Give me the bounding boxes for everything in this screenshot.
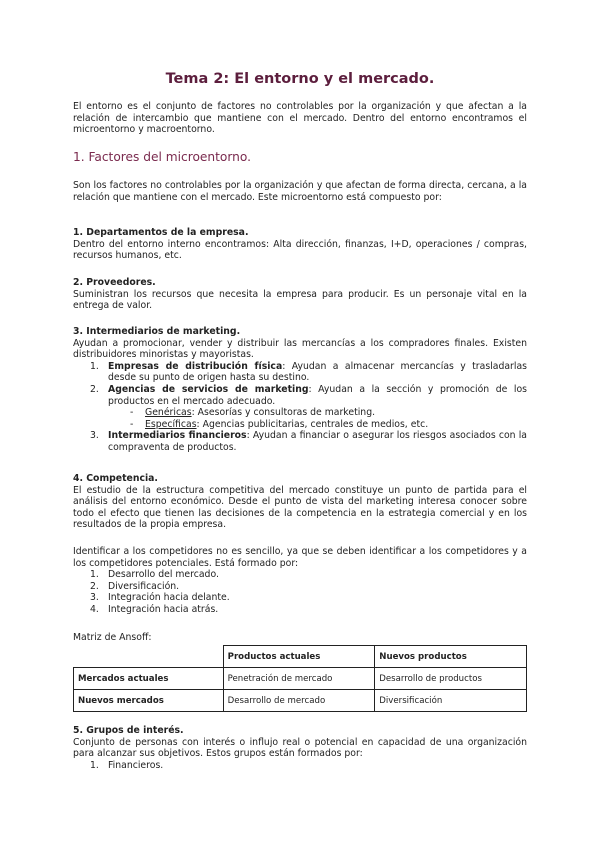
list-number: 2. [90, 580, 99, 592]
list-text: Integración hacia delante. [108, 592, 230, 604]
subsection-text: Identificar a los competidores no es sencillo, ya que se deben identificar a los competidores y a los competidores potenciales. Está formado por: [73, 546, 527, 569]
list-item [73, 592, 527, 604]
intermediarios-block [73, 326, 527, 454]
list-text: : Ayudan a la sección y promoción de los productos en el mercado adecuado. [108, 383, 528, 407]
departamentos-block [73, 227, 527, 262]
table-row-header: Mercados actuales [74, 668, 224, 690]
subsection-heading: 2. Proveedores. [73, 277, 156, 288]
list-text: Financieros. [108, 759, 164, 771]
grupos-list [73, 760, 527, 772]
sub-text: : Asesorías y consultoras de marketing. [191, 407, 376, 419]
subsection-text: Suministran los recursos que necesita la empresa para producir. Es un personaje vital en la entrega de valor. [73, 288, 527, 312]
subsection-text: Ayudan a promocionar, vender y distribuir las mercancías a los compradores finales. Existen distribuidores minoristas y mayoristas. [73, 337, 527, 361]
table-header-cell: Productos actuales [223, 646, 375, 668]
subsection-heading: 1. Departamentos de la empresa. [73, 227, 249, 238]
list-item [73, 581, 527, 593]
competencia-block [73, 473, 527, 531]
sub-list-item [73, 407, 527, 419]
dash-bullet: - [130, 407, 134, 419]
list-number: 1. [90, 759, 99, 771]
table-header-cell: Nuevos productos [375, 646, 527, 668]
list-text: : Ayudan a financiar o asegurar los riesgos asociados con la compraventa de productos. [108, 430, 528, 453]
table-cell: Desarrollo de productos [375, 668, 527, 690]
table-cell: Desarrollo de mercado [223, 690, 375, 712]
list-item [73, 384, 527, 407]
table-row [74, 690, 527, 712]
dash-bullet: - [130, 418, 134, 430]
table-row [74, 668, 527, 690]
list-term: Intermediarios financieros [108, 430, 247, 442]
sub-term: Genéricas [145, 407, 192, 419]
subsection-heading: 4. Competencia. [73, 473, 158, 484]
table-header-row [74, 646, 527, 668]
subsection-text: El estudio de la estructura competitiva del mercado constituye un punto de partida para el análisis del entorno económico. Desde el punto de vista del marketing interesa conocer sobre todo el efecto que tienen las decisiones de la competencia en la estrategia comercial y en los resultados de la propia empresa. [73, 484, 527, 531]
competencia-block-2 [73, 546, 527, 616]
list-item [73, 361, 527, 384]
matrix-label-block [73, 632, 527, 644]
list-item [73, 604, 527, 616]
subsection-text: Dentro del entorno interno encontramos: Alta dirección, finanzas, I+D, operaciones / compras, recursos humanos, etc. [73, 238, 527, 262]
grupos-block [73, 725, 527, 771]
table-cell: Diversificación [375, 690, 527, 712]
table-row-header: Nuevos mercados [74, 690, 224, 712]
table-cell: Penetración de mercado [223, 668, 375, 690]
intermediarios-list [73, 361, 527, 454]
list-number: 4. [90, 603, 99, 615]
list-number: 1. [90, 569, 99, 581]
table-corner-cell [74, 646, 224, 668]
intro-block [73, 101, 527, 136]
sub-term: Específicas [145, 418, 197, 430]
section-microentorno [73, 150, 527, 164]
microentorno-intro-block [73, 180, 527, 203]
sub-text: : Agencias publicitarias, centrales de medios, etc. [196, 418, 429, 430]
proveedores-block [73, 277, 527, 312]
microentorno-intro: Son los factores no controlables por la organización y que afectan de forma directa, cercana, a la relación que mantiene con el mercado. Este microentorno está compuesto por: [73, 180, 527, 203]
subsection-heading: 5. Grupos de interés. [73, 725, 184, 736]
sub-list-item [73, 419, 527, 431]
page-title: Tema 2: El entorno y el mercado. [165, 71, 435, 87]
list-item [73, 569, 527, 581]
intro-paragraph: El entorno es el conjunto de factores no controlables por la organización y que afectan a la relación de intercambio que mantiene con el mercado. Dentro del entorno encontramos el microentorno y macroentorno. [73, 101, 527, 136]
subsection-heading: 3. Intermediarios de marketing. [73, 326, 241, 337]
list-number: 3. [90, 592, 99, 604]
competencia-list [73, 569, 527, 615]
section-heading: 1. Factores del microentorno. [73, 150, 252, 164]
list-number: 3. [90, 430, 99, 442]
ansoff-table [73, 645, 527, 712]
subsection-text: Conjunto de personas con interés o influjo real o potencial en capacidad de una organización para alcanzar sus objetivos. Estos grupos están formados por: [73, 736, 527, 760]
list-number: 2. [90, 383, 99, 395]
list-text: Integración hacia atrás. [108, 603, 219, 615]
list-text: : Ayudan a almacenar mercancías y trasladarlas desde su punto de origen hasta su destino. [108, 360, 527, 384]
matrix-label: Matriz de Ansoff: [73, 632, 152, 643]
list-text: Diversificación. [108, 580, 180, 592]
list-item [73, 430, 527, 453]
list-number: 1. [90, 360, 99, 372]
list-item [73, 760, 527, 772]
list-term: Agencias de servicios de marketing [108, 383, 309, 395]
list-term: Empresas de distribución física [108, 360, 283, 372]
list-text: Desarrollo del mercado. [108, 569, 219, 581]
